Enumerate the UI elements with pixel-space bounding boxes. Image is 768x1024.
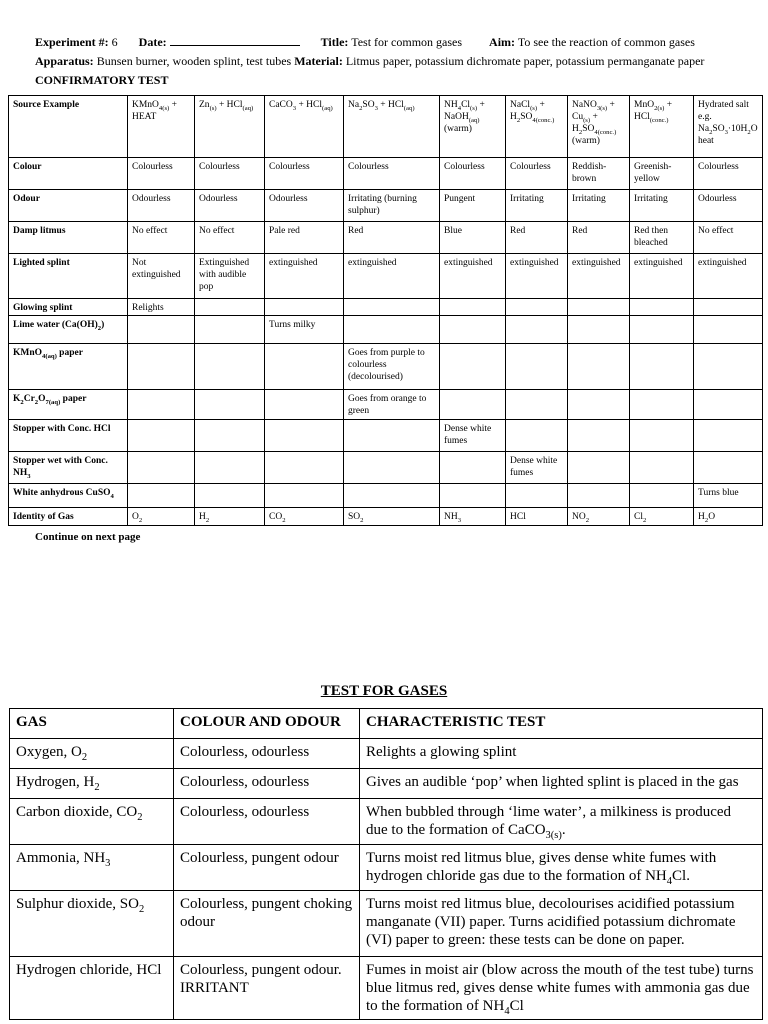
table-cell — [265, 484, 344, 508]
table-cell: Not extinguished — [128, 254, 195, 299]
table-cell: Colourless — [694, 158, 763, 190]
table-cell — [128, 344, 195, 390]
table-cell — [630, 299, 694, 316]
table-cell: No effect — [694, 222, 763, 254]
table-cell: Blue — [440, 222, 506, 254]
table-cell — [568, 344, 630, 390]
colour-odour-cell: Colourless, odourless — [174, 799, 360, 845]
table-cell: Colourless — [440, 158, 506, 190]
table-cell — [344, 316, 440, 344]
table-row — [9, 420, 763, 452]
table-cell: $O_2$ — [128, 508, 195, 526]
table-cell — [694, 316, 763, 344]
table-cell: $NO_2$ — [568, 508, 630, 526]
row-label: Stopper with Conc. HCl — [9, 420, 128, 452]
table-cell: Pungent — [440, 190, 506, 222]
table-cell — [265, 390, 344, 420]
table-cell — [694, 344, 763, 390]
table-cell: $H_2O$ — [694, 508, 763, 526]
table-cell: $NH_4Cl_{(s)}$ + NaOH$_{(aq)}$ (warm) — [440, 96, 506, 158]
table-cell — [694, 452, 763, 484]
table-cell — [568, 299, 630, 316]
row-label: Odour — [9, 190, 128, 222]
characteristic-test-cell: Gives an audible ‘pop’ when lighted splint is placed in the gas — [360, 769, 763, 799]
apparatus-label: Apparatus: — [35, 54, 94, 68]
table-cell: $H_2$ — [195, 508, 265, 526]
table-cell: Hydrated salt e.g. $Na_2SO_3\cdot 10H_2O$ heat — [694, 96, 763, 158]
table-cell: extinguished — [506, 254, 568, 299]
gas-tests-table — [9, 708, 763, 1020]
gas-name-cell: Hydrogen, $H_2$ — [10, 769, 174, 799]
table-cell — [128, 390, 195, 420]
table-cell: Red — [568, 222, 630, 254]
gas-name-cell: Oxygen, $O_2$ — [10, 739, 174, 769]
table-cell — [195, 390, 265, 420]
experiment-label: Experiment #: — [35, 35, 109, 49]
row-label: Damp litmus — [9, 222, 128, 254]
table-cell: Irritating — [506, 190, 568, 222]
table-cell — [506, 299, 568, 316]
table-cell: $Zn_{(s)} + HCl_{(aq)}$ — [195, 96, 265, 158]
table-cell: Odourless — [265, 190, 344, 222]
colour-odour-cell: Colourless, pungent choking odour — [174, 891, 360, 957]
date-label: Date: — [138, 35, 167, 49]
table-cell: Pale red — [265, 222, 344, 254]
row-label: Lime water $(Ca(OH)_2)$ — [9, 316, 128, 344]
gas-tests-title: TEST FOR GASES — [320, 683, 448, 699]
table-cell — [440, 299, 506, 316]
table-cell: Greenish-yellow — [630, 158, 694, 190]
table-cell: Dense white fumes — [506, 452, 568, 484]
table-cell: Colourless — [344, 158, 440, 190]
table-row — [9, 158, 763, 190]
table-cell: $NH_3$ — [440, 508, 506, 526]
table-cell — [568, 390, 630, 420]
table-cell: Red then bleached — [630, 222, 694, 254]
table-row — [9, 316, 763, 344]
table-cell — [630, 316, 694, 344]
gas-name-cell: Sulphur dioxide, $SO_2$ — [10, 891, 174, 957]
table-cell — [265, 420, 344, 452]
table-cell — [630, 484, 694, 508]
table-row — [9, 508, 763, 526]
confirmatory-test-table — [8, 95, 763, 526]
experiment-aim: To see the reaction of common gases — [517, 35, 695, 49]
table-cell: CaCO$_3$ + HCl$_{(aq)}$ — [265, 96, 344, 158]
table-cell: NaCl$_{(s)}$ + $H_2SO_{4(conc.)}$ — [506, 96, 568, 158]
table-cell: Odourless — [195, 190, 265, 222]
apparatus-line — [35, 54, 704, 68]
section-title-text: CONFIRMATORY TEST — [35, 73, 169, 87]
table-cell — [440, 452, 506, 484]
table-row — [10, 845, 763, 891]
table-cell — [440, 484, 506, 508]
table-cell: Irritating — [630, 190, 694, 222]
table-cell: HCl — [506, 508, 568, 526]
colour-odour-cell: Colourless, odourless — [174, 739, 360, 769]
apparatus-text: Bunsen burner, wooden splint, test tubes — [96, 54, 292, 68]
gas-name-cell: Hydrogen chloride, HCl — [10, 957, 174, 1020]
colour-odour-cell: Colourless, pungent odour — [174, 845, 360, 891]
table-cell — [195, 484, 265, 508]
column-header: COLOUR AND ODOUR — [174, 709, 360, 739]
table-cell: No effect — [195, 222, 265, 254]
table-row — [10, 739, 763, 769]
table-cell — [440, 344, 506, 390]
row-label: Glowing splint — [9, 299, 128, 316]
table-row — [9, 390, 763, 420]
table-cell: Relights — [128, 299, 195, 316]
material-text: Litmus paper, potassium dichromate paper, potassium permanganate paper — [345, 54, 705, 68]
table-row — [10, 957, 763, 1020]
table-cell — [265, 299, 344, 316]
table-cell — [568, 452, 630, 484]
row-label: $K_2Cr_2O_{7(aq)}$ paper — [9, 390, 128, 420]
table-cell: NaNO$_{3(s)}$ + $Cu_{(s)} + H_2SO_{4(conc.)}$ (warm) — [568, 96, 630, 158]
table-cell — [195, 316, 265, 344]
table-cell — [128, 484, 195, 508]
table-cell — [265, 452, 344, 484]
column-header: CHARACTERISTIC TEST — [360, 709, 763, 739]
table-row — [9, 254, 763, 299]
row-label: Identity of Gas — [9, 508, 128, 526]
characteristic-test-cell: Relights a glowing splint — [360, 739, 763, 769]
table-cell: Colourless — [506, 158, 568, 190]
characteristic-test-cell: Fumes in moist air (blow across the mouth of the test tube) turns blue litmus red, gives dense white fumes with ammonia gas due to the formation of $NH_4Cl$ — [360, 957, 763, 1020]
table-cell — [128, 452, 195, 484]
table-cell — [440, 316, 506, 344]
table-cell: Red — [344, 222, 440, 254]
section-title — [35, 73, 169, 87]
table-cell — [195, 420, 265, 452]
table-cell — [506, 316, 568, 344]
row-label: White anhydrous CuSO$_4$ — [9, 484, 128, 508]
table-cell: Goes from orange to green — [344, 390, 440, 420]
colour-odour-cell: Colourless, odourless — [174, 769, 360, 799]
continue-note: Continue on next page — [35, 531, 141, 543]
table-cell: No effect — [128, 222, 195, 254]
table-cell: Odourless — [128, 190, 195, 222]
characteristic-test-cell: When bubbled through ‘lime water’, a milkiness is produced due to the formation of CaCO$_{3(s)}$. — [360, 799, 763, 845]
table-cell: Irritating (burning sulphur) — [344, 190, 440, 222]
table-cell: Goes from purple to colourless (decolourised) — [344, 344, 440, 390]
row-label: KMnO$_{4(aq)}$ paper — [9, 344, 128, 390]
table-cell: $Cl_2$ — [630, 508, 694, 526]
table-row — [9, 299, 763, 316]
row-label: Lighted splint — [9, 254, 128, 299]
table-cell — [694, 299, 763, 316]
table-row — [9, 452, 763, 484]
table-cell: Colourless — [128, 158, 195, 190]
table-cell: Dense white fumes — [440, 420, 506, 452]
table-cell — [195, 452, 265, 484]
row-label: Stopper wet with Conc. $NH_3$ — [9, 452, 128, 484]
table-cell: KMnO$_{4(s)}$ + HEAT — [128, 96, 195, 158]
table-row — [9, 344, 763, 390]
table-cell — [344, 420, 440, 452]
table-cell: Odourless — [694, 190, 763, 222]
table-cell: Colourless — [195, 158, 265, 190]
table-cell — [568, 316, 630, 344]
table-cell — [694, 420, 763, 452]
colour-odour-cell: Colourless, pungent odour. IRRITANT — [174, 957, 360, 1020]
aim-label: Aim: — [489, 35, 516, 49]
title-label: Title: — [320, 35, 349, 49]
table-cell — [630, 390, 694, 420]
experiment-title: Test for common gases — [351, 35, 463, 49]
table-cell: Turns blue — [694, 484, 763, 508]
experiment-header — [35, 34, 695, 49]
table-cell: extinguished — [344, 254, 440, 299]
table-cell — [506, 420, 568, 452]
table-cell — [568, 420, 630, 452]
characteristic-test-cell: Turns moist red litmus blue, gives dense white fumes with hydrogen chloride gas due to the formation of $NH_4Cl$. — [360, 845, 763, 891]
table-cell — [630, 344, 694, 390]
material-label: Material: — [294, 54, 343, 68]
table-cell — [344, 452, 440, 484]
table-cell — [506, 390, 568, 420]
table-cell: Reddish-brown — [568, 158, 630, 190]
table-cell: Irritating — [568, 190, 630, 222]
table-cell — [506, 344, 568, 390]
table-cell: Colourless — [265, 158, 344, 190]
date-blank — [170, 34, 300, 46]
table-row — [10, 891, 763, 957]
table-header-row — [10, 709, 763, 739]
table-cell: $CO_2$ — [265, 508, 344, 526]
table-cell: extinguished — [630, 254, 694, 299]
table-cell: extinguished — [568, 254, 630, 299]
table-cell: $Na_2SO_3 + HCl_{(aq)}$ — [344, 96, 440, 158]
table-cell: Extinguished with audible pop — [195, 254, 265, 299]
table-row — [9, 484, 763, 508]
table-cell — [630, 452, 694, 484]
table-cell — [344, 299, 440, 316]
table-cell — [195, 299, 265, 316]
table-cell: $SO_2$ — [344, 508, 440, 526]
table-cell — [128, 316, 195, 344]
table-cell — [440, 390, 506, 420]
column-header: GAS — [10, 709, 174, 739]
table-cell: MnO$_{2(s)}$ + HCl$_{(conc.)}$ — [630, 96, 694, 158]
characteristic-test-cell: Turns moist red litmus blue, decolourises acidified potassium manganate (VII) paper. Turns acidified potassium dichromate (VI) paper to green: these tests can be done on paper. — [360, 891, 763, 957]
experiment-number: 6 — [111, 35, 118, 49]
table-row — [10, 769, 763, 799]
table-row — [9, 222, 763, 254]
table-cell — [506, 484, 568, 508]
table-cell — [128, 420, 195, 452]
table-cell — [344, 484, 440, 508]
table-cell: Turns milky — [265, 316, 344, 344]
table-cell — [568, 484, 630, 508]
table-cell — [195, 344, 265, 390]
table-row — [9, 190, 763, 222]
table-cell: extinguished — [694, 254, 763, 299]
table-cell: extinguished — [265, 254, 344, 299]
gas-name-cell: Carbon dioxide, $CO_2$ — [10, 799, 174, 845]
gas-name-cell: Ammonia, $NH_3$ — [10, 845, 174, 891]
row-label: Colour — [9, 158, 128, 190]
table-cell: extinguished — [440, 254, 506, 299]
table-row — [10, 799, 763, 845]
table-cell — [265, 344, 344, 390]
table-cell — [630, 420, 694, 452]
row-label: Source Example — [9, 96, 128, 158]
table-row — [9, 96, 763, 158]
table-cell: Red — [506, 222, 568, 254]
table-cell — [694, 390, 763, 420]
